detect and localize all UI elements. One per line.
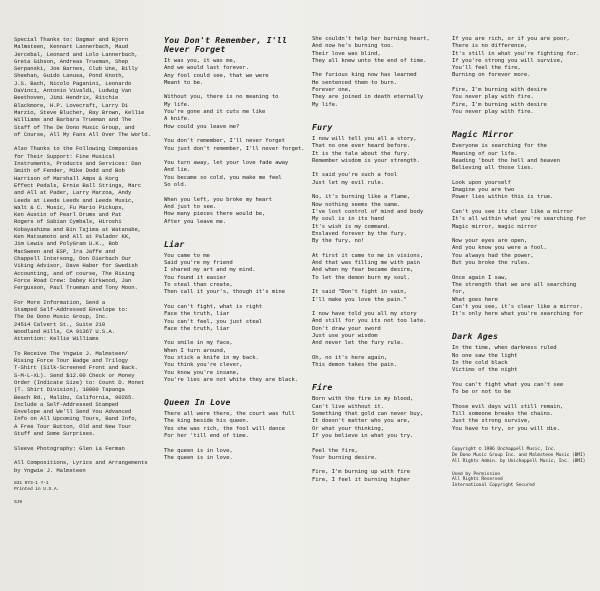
credit-line: Effect Pedals, Ernie Ball Strings, Marc xyxy=(14,181,142,189)
lyric-line: And when my fear became desire, xyxy=(312,267,414,274)
lyric-line: Fire, I feel it burning higher xyxy=(312,476,411,483)
credits-paragraph xyxy=(14,299,162,343)
lyric-line: Don't draw your sword xyxy=(312,325,381,332)
lyric-line: Something that gold can never buy, xyxy=(312,411,424,418)
credit-line: of Course, All My Fans All Over The World. xyxy=(14,130,151,138)
lyric-line: Everyone is searching for the xyxy=(452,143,547,150)
credit-line: Leeds at Leeds Leeds and Leeds Music, xyxy=(14,196,135,204)
song-title: Queen In Love xyxy=(164,397,231,408)
credit-line: S-M-L-XL). Send $12.00 Check or Money xyxy=(14,371,135,379)
song-block xyxy=(452,447,592,489)
lyric-line: In the time, when darkness ruled xyxy=(452,345,557,352)
credit-line: SJ9 xyxy=(14,500,22,505)
lyric-line: And just to see. xyxy=(164,203,217,210)
lyric-line: By the fury, no! xyxy=(312,238,365,245)
credits-paragraph xyxy=(14,350,162,438)
lyric-line: To be or not to be xyxy=(452,389,511,396)
lyric-line: When you left, you broke my heart xyxy=(164,196,272,203)
lyric-line: You think you're clever, xyxy=(164,362,243,369)
credit-line: Sleeve Photography: Glen La Ferman xyxy=(14,444,125,452)
lyric-line: Can't you see its clear like a mirror xyxy=(452,208,573,215)
lyric-line: It said "Don't fight in vain, xyxy=(312,289,407,296)
credit-line: Smith of Fender, Mike Dodd and Bob xyxy=(14,167,125,175)
lyric-line: There is no difference, xyxy=(452,43,528,50)
lyric-stanza xyxy=(312,194,452,245)
lyric-line: It doesn't matter who you are, xyxy=(312,418,411,425)
credit-line: Harrison of Marshall Amps & Korg xyxy=(14,174,119,182)
credit-line: and All at Pader, Larry Marzoa, Andy xyxy=(14,189,132,197)
lyric-line: Born with the fire in my blood, xyxy=(312,396,414,403)
lyric-line: And still for you its not too late. xyxy=(312,318,427,325)
credit-line: Chappell Intersong, Don Dierbach Our xyxy=(14,254,132,262)
credit-line: A Free Tour Button, Old and New Tour xyxy=(14,422,132,430)
lyric-line: Victims of the night xyxy=(452,367,518,374)
credit-line: Force Road Crew: Dabey Kirkwood, Jan xyxy=(14,276,132,284)
lyric-line: You found it easier xyxy=(164,274,227,281)
lyric-line: If you are rich, or if you are poor, xyxy=(452,36,570,42)
credit-line: Attention: Kellie Williams xyxy=(14,335,99,343)
lyric-line: Burning on forever more. xyxy=(452,72,531,79)
lyric-stanza xyxy=(312,253,452,282)
lyric-line: It is the tale about the fury. xyxy=(312,150,411,157)
credit-line: Walt & C. Music, Fu Mario Pickups, xyxy=(14,203,125,211)
song-title: Fury xyxy=(312,121,333,132)
credit-line: for Their Support: Fine Musical xyxy=(14,152,115,160)
lyric-line: In the cold black xyxy=(452,359,508,366)
lyric-line: And you know you were a fool. xyxy=(452,245,547,252)
song-block xyxy=(452,332,592,433)
credit-line: Rogers of Sabian Cymbals, Hiroshi xyxy=(14,218,122,226)
lyric-stanza xyxy=(452,447,592,464)
lyric-line: They are joined in death eternally xyxy=(312,94,424,101)
lyric-stanza xyxy=(312,311,452,347)
credits-paragraph xyxy=(14,145,162,291)
credit-line: Marzio, Steve Blucher, Ray Brown, Kellie xyxy=(14,108,145,116)
credit-line: Special Thanks to: Dagmar and Bjorn xyxy=(14,36,128,43)
lyric-line: My life. xyxy=(164,101,191,108)
lyric-line: Till someone breaks the chains. xyxy=(452,411,554,418)
lyric-line: Copyright © 1986 Unchappell Music, Inc. xyxy=(452,446,556,452)
lyric-stanza xyxy=(452,143,592,172)
song-block xyxy=(312,383,452,484)
lyric-line: No one saw the light xyxy=(452,352,518,359)
credit-line: J.S. Bach, Nicolo Paganini, Leonardo xyxy=(14,79,132,87)
lyric-stanza xyxy=(452,180,592,202)
lyric-line: Believing all those lies. xyxy=(452,165,534,172)
credit-line: Sheehan, Guido Lanusa, Pond Knoth, xyxy=(14,72,125,80)
lyric-line: It's wish is my command. xyxy=(312,223,391,230)
song-block xyxy=(164,240,306,384)
song-title: You Don't Remember, I'll Never Forget xyxy=(164,35,293,54)
lyric-line: You always had the power, xyxy=(452,252,534,259)
credit-line: Malmsteen, Kennart Lannerbach, Maud xyxy=(14,43,128,51)
credit-line: Jercebal, Leonard and Lolo Lannerbach, xyxy=(14,50,138,58)
lyric-line: Your burning desire. xyxy=(312,454,378,461)
lyric-stanza xyxy=(452,404,592,433)
song-title: Dark Ages xyxy=(452,331,499,342)
lyric-line: And never let the fury rule. xyxy=(312,340,404,347)
lyric-line: Imagine you are two xyxy=(452,187,515,194)
lyric-line: No, it's burning like a flame, xyxy=(312,194,411,201)
lyric-line: Just the strong survive, xyxy=(452,418,531,425)
lyric-line: To let the demon burn my soul. xyxy=(312,274,411,281)
credit-line: DaVinci, Antonio Vivaldi, Ludwig Van xyxy=(14,87,132,95)
credit-line: Ken Matsumoto and All at Palador KK, xyxy=(14,233,132,241)
lyric-line: All Rights Reserved xyxy=(452,477,503,483)
lyric-line: You can't feel, you just steal xyxy=(164,318,263,325)
lyric-line: To steal than create, xyxy=(164,282,233,289)
credits-paragraph xyxy=(14,481,162,493)
lyric-stanza xyxy=(164,94,306,130)
lyric-line: Or what your thinking, xyxy=(312,425,384,432)
credit-line: For More Information, Send a xyxy=(14,298,106,306)
lyric-line: This demon takes the pain. xyxy=(312,362,397,369)
lyric-line: Oh, no it's here again, xyxy=(312,354,388,361)
lyric-line: You're gone and it cuts me like xyxy=(164,109,266,116)
lyric-line: Just use your wisdom xyxy=(312,332,378,339)
credit-line: Also Thanks to the Following Companies xyxy=(14,145,138,153)
lyric-line: Remember wisdom is your strength. xyxy=(312,157,420,164)
lyric-line: Used by Permission xyxy=(452,471,500,477)
credits-paragraph xyxy=(14,500,162,506)
lyrics-column-2 xyxy=(312,36,452,498)
credit-line: 24514 Calvert St., Suite 210 xyxy=(14,320,106,328)
song-title: Magic Mirror xyxy=(452,129,514,140)
song-block xyxy=(164,36,306,226)
lyric-stanza xyxy=(164,448,306,463)
lyric-line: Forever one, xyxy=(312,87,352,94)
credit-line: by Yngwie J. Malmsteen xyxy=(14,466,86,474)
lyric-line: How could you leave me? xyxy=(164,123,240,130)
credits-paragraph xyxy=(14,36,162,138)
lyric-line: And that was filling me with pain xyxy=(312,260,420,267)
lyric-line: You're lies are not white they are black. xyxy=(164,376,298,383)
lyric-line: Look upon yourself xyxy=(452,179,511,186)
credit-line: Jim Lewis and PolyGram U.K., Bob xyxy=(14,240,119,248)
lyric-line: You stick a knife in my back. xyxy=(164,354,259,361)
lyric-line: You came to me xyxy=(164,252,210,259)
lyric-stanza xyxy=(452,209,592,231)
credit-line: The De Dono Music Group, Inc. xyxy=(14,313,109,321)
song-block xyxy=(312,123,452,370)
lyric-line: They all knew unto the end of time. xyxy=(312,57,427,64)
lyric-line: I've lost control of mind and body xyxy=(312,208,424,215)
credit-line: Woodland Hills, CA 91367 U.S.A. xyxy=(14,327,115,335)
lyric-line: Their love was blind, xyxy=(312,50,381,57)
lyric-line: Said you're my friend xyxy=(164,260,233,267)
lyric-line: Yes she was rich, the fool will dance xyxy=(164,425,285,432)
lyric-stanza xyxy=(164,58,306,87)
lyric-line: When I turn around, xyxy=(164,347,227,354)
song-title: Fire xyxy=(312,382,333,393)
lyric-stanza xyxy=(452,87,592,116)
song-block xyxy=(452,130,592,318)
credit-line: Stuff and Some Surprises. xyxy=(14,430,96,438)
song-title: Liar xyxy=(164,238,185,249)
credits-column xyxy=(14,36,162,513)
lyric-line: Those evil days will still remain, xyxy=(452,403,564,410)
lyric-line: You can't fight, what is right xyxy=(164,303,263,310)
lyric-line: So old. xyxy=(164,182,187,189)
credit-line: Printed in U.S.A. xyxy=(14,486,60,492)
lyric-line: Enslaved forever by the fury. xyxy=(312,230,407,237)
lyric-line: It's all within what you're searching for xyxy=(452,216,586,223)
credit-line: MacSween and ESP, Ira Jaffe and xyxy=(14,247,115,255)
lyric-stanza xyxy=(312,36,452,65)
lyric-stanza xyxy=(452,36,592,80)
credit-line: Stamped Self-Addressed Envelope to: xyxy=(14,305,128,313)
lyric-line: My soul is in its hand xyxy=(312,216,384,223)
credit-line: 831 073-1 Y-1 xyxy=(14,481,49,487)
lyric-line: The strength that we are all searching for, xyxy=(452,281,580,296)
song-block xyxy=(164,398,306,462)
lyric-stanza xyxy=(312,289,452,304)
lyric-line: A knife. xyxy=(164,116,191,123)
lyric-line: She couldn't help her burning heart, xyxy=(312,36,430,42)
lyric-line: I'll make you love the pain." xyxy=(312,296,407,303)
lyric-line: I now will tell you all a story, xyxy=(312,135,417,142)
lyric-line: Now your eyes are open, xyxy=(452,238,528,245)
credit-line: Kobayashima and Bin Tajima at Watanabe, xyxy=(14,225,142,233)
lyric-line: You know you're insane, xyxy=(164,369,240,376)
credit-line: Instruments, Products and Services: Dan xyxy=(14,160,142,168)
lyric-stanza xyxy=(312,396,452,440)
lyric-line: For her 'till end of time. xyxy=(164,433,249,440)
lyric-line: De Dono Music Group Inc. and Malmsteen Music (BMI) xyxy=(452,452,586,458)
credit-line: Greta Gibson, Andreas Trueman, Shep xyxy=(14,57,128,65)
lyric-stanza xyxy=(312,172,452,187)
lyric-line: Face the truth, liar xyxy=(164,325,230,332)
lyric-line: Can't you see, it's clear like a mirror. xyxy=(452,303,583,310)
lyric-line: My life. xyxy=(312,101,339,108)
lyric-line: Once again I saw, xyxy=(452,274,508,281)
song-block xyxy=(452,36,592,116)
lyric-line: Any fool could see, that we were xyxy=(164,72,269,79)
lyric-stanza xyxy=(452,275,592,319)
credit-line: Accounting, and of course, The Rising xyxy=(14,269,135,277)
lyric-line: What goes here xyxy=(452,296,498,303)
credit-line: Order (Indicate Size) to: Count D. Monet xyxy=(14,378,145,386)
lyric-stanza xyxy=(164,304,306,333)
lyric-stanza xyxy=(452,472,592,489)
lyric-stanza xyxy=(452,345,592,374)
lyric-line: That no one ever heard before. xyxy=(312,143,411,150)
credit-line: Info on All Upcoming Tours, Band Info, xyxy=(14,415,138,423)
lyric-line: You have to try, or you will die. xyxy=(452,425,560,432)
credits-paragraph xyxy=(14,445,162,452)
lyric-stanza xyxy=(164,253,306,297)
credit-line: T-Shirt (Silk-Screened Front and Back. xyxy=(14,364,138,372)
lyric-line: Can't live without it. xyxy=(312,403,384,410)
lyric-line: Feel the fire, xyxy=(312,447,358,454)
credit-line: Fergusson, Paul Trueman and Tony Moon. xyxy=(14,284,138,292)
credit-line: Beethoven, Jimi Hendrix, Ritchie xyxy=(14,94,119,102)
lyric-stanza xyxy=(312,355,452,370)
lyric-line: You'll feel the fire, xyxy=(452,65,521,72)
lyric-stanza xyxy=(312,448,452,463)
lyric-line: Now nothing seems the same. xyxy=(312,201,401,208)
credit-line: Beach Rd., Malibu, California, 90265. xyxy=(14,393,135,401)
lyric-line: And lie. xyxy=(164,167,191,174)
credit-line: All Compositions, Lyrics and Arrangements xyxy=(14,459,148,467)
lyric-line: You turn away, let your love fade away xyxy=(164,160,289,167)
lyric-stanza xyxy=(164,411,306,440)
credit-line: Ken Austin of Pearl Drums and Pat xyxy=(14,211,122,219)
credits-paragraph xyxy=(14,459,162,474)
lyric-line: At first it came to me in visions, xyxy=(312,252,424,259)
lyric-line: It said you're such a fool xyxy=(312,172,397,179)
lyric-line: If you believe in what you try. xyxy=(312,432,414,439)
credit-line: Rising Force Tour Badge and Trilogy xyxy=(14,357,128,365)
lyric-line: Reading 'bout the hell and heaven xyxy=(452,157,560,164)
lyric-line: But you broke the rules. xyxy=(452,260,531,267)
lyric-line: Face the truth, liar xyxy=(164,311,230,318)
lyric-line: You don't remember, I'll never forget xyxy=(164,138,285,145)
lyric-line: Meant to be. xyxy=(164,79,204,86)
lyric-line: Then call it your's, though it's mine xyxy=(164,289,285,296)
credit-line: (T. Shirt Division), 18800 Tapanga xyxy=(14,386,125,394)
lyric-line: The furious king now has learned xyxy=(312,72,417,79)
lyric-line: You never play with fire. xyxy=(452,108,534,115)
song-block xyxy=(312,36,452,109)
lyric-line: If you're strong you will survive, xyxy=(452,57,564,64)
lyric-line: The queen is in love, xyxy=(164,447,233,454)
lyric-line: Fire, I'm burning up with fire xyxy=(312,469,411,476)
lyric-line: You just don't remember, I'll never forget. xyxy=(164,145,305,152)
lyric-stanza xyxy=(164,197,306,226)
lyric-line: International Copyright Secured xyxy=(452,483,535,489)
lyric-line: Meaning of our life. xyxy=(452,150,518,157)
lyric-line: The king beside his queen. xyxy=(164,418,249,425)
lyric-line: After you leave me. xyxy=(164,218,227,225)
lyric-line: You smile in my face, xyxy=(164,340,233,347)
credit-line: Staff of The De Dono Music Group, and xyxy=(14,123,135,131)
lyric-line: Just let my evil rule. xyxy=(312,179,384,186)
lyric-line: It's only here what you're searching for xyxy=(452,311,583,318)
lyric-line: He sentenced them to burn. xyxy=(312,79,397,86)
credit-line: To Receive The Yngwie J. Malmsteen/ xyxy=(14,349,128,357)
credit-line: Envelope and We'll Send You Advanced xyxy=(14,408,132,416)
credit-line: Blackmore, H.P. Lovecraft, Larry Di xyxy=(14,101,128,109)
lyric-line: All Rights Admin. by Unichappell Music, Inc. (BMI) xyxy=(452,458,586,464)
lyrics-column-3 xyxy=(452,36,592,503)
lyric-line: You became so cold, you make me feel xyxy=(164,174,282,181)
lyric-line: The queen is in love. xyxy=(164,454,233,461)
lyric-line: Without you, there is no meaning to xyxy=(164,94,279,101)
lyric-line: Fire, I'm burning with desire xyxy=(452,87,547,94)
lyric-stanza xyxy=(452,382,592,397)
lyric-stanza xyxy=(312,72,452,108)
lyric-line: And we would last forever. xyxy=(164,65,249,72)
lyric-stanza xyxy=(312,136,452,165)
lyric-stanza xyxy=(164,138,306,153)
lyric-line: And now he's burning too. xyxy=(312,43,394,50)
credit-line: Williams and Barbara Trueman and The xyxy=(14,116,132,124)
lyric-line: There all were there, the court was full xyxy=(164,411,295,418)
lyric-line: Fire, I'm burning with desire xyxy=(452,101,547,108)
lyric-line: Power lies within this is true. xyxy=(452,194,554,201)
lyric-stanza xyxy=(452,238,592,267)
lyric-line: You never play with fire. xyxy=(452,94,534,101)
lyric-line: It's still in what you're fighting for. xyxy=(452,50,580,57)
lyric-stanza xyxy=(164,160,306,189)
lyric-line: How many pieces there would be, xyxy=(164,211,266,218)
credit-line: Serpanski, Joe Barnes, Club Une, Billy xyxy=(14,65,138,73)
lyric-line: It was you, it was me, xyxy=(164,58,236,64)
lyrics-column-1 xyxy=(164,36,306,476)
lyric-stanza xyxy=(164,340,306,384)
credit-line: Viking Advisor, Dave Haber for Swedish xyxy=(14,262,138,270)
lyric-stanza xyxy=(312,469,452,484)
lyric-line: I now have told you all my story xyxy=(312,311,417,318)
lyric-line: Magic mirror, magic mirror xyxy=(452,223,537,230)
lyric-line: You can't fight what you can't see xyxy=(452,381,564,388)
lyric-line: I shared my art and my mind. xyxy=(164,267,256,274)
credit-line: Include a Self-Addressed Stamped xyxy=(14,400,119,408)
